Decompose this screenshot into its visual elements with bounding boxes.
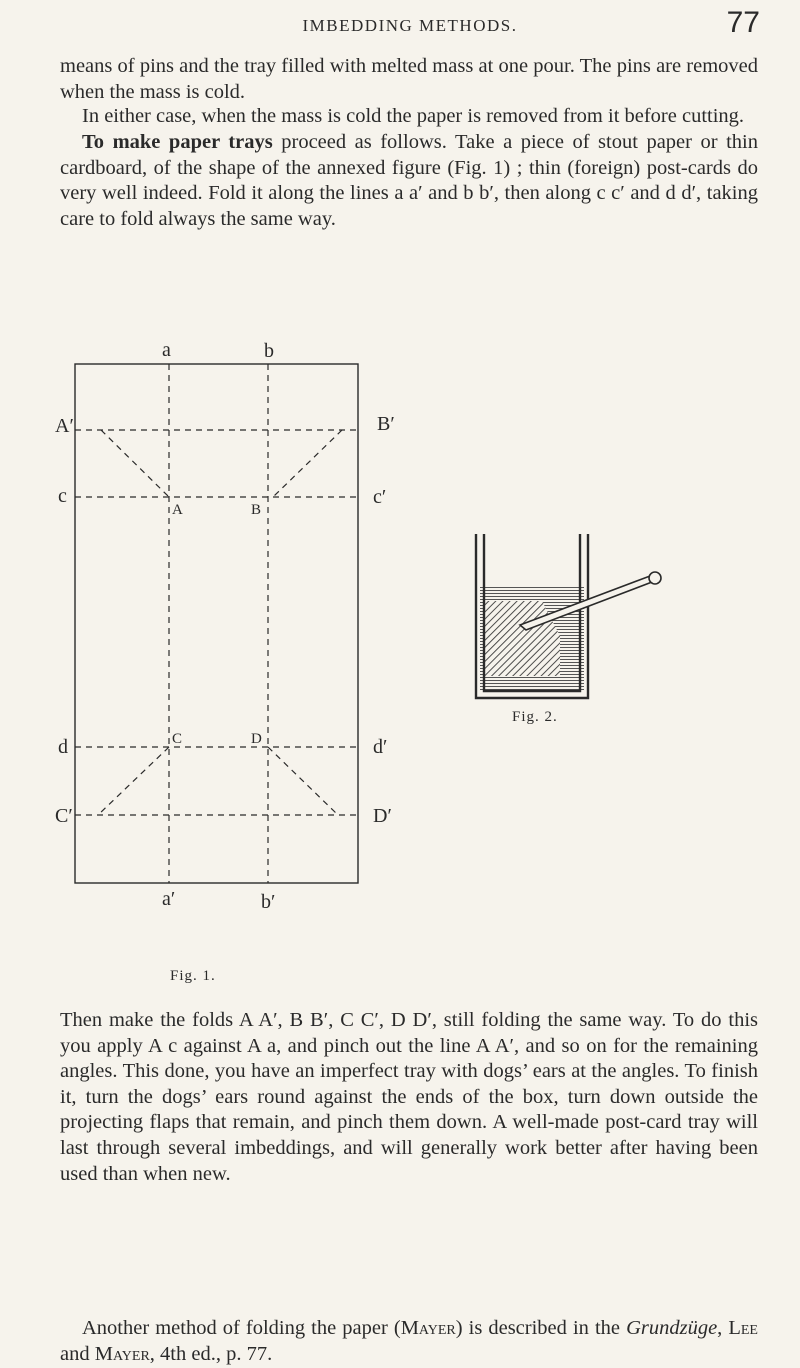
fig1-label-C: C: [172, 731, 183, 747]
author-lee: Lee: [728, 1317, 758, 1339]
author-mayer-2: Mayer: [94, 1342, 150, 1365]
book-title: Grundzüge: [626, 1317, 718, 1339]
fig1-label-c: c: [58, 485, 67, 507]
fig1-label-D-prime: D′: [373, 805, 392, 827]
figure-2-caption: Fig. 2.: [512, 709, 558, 725]
fig1-label-c-prime: c′: [373, 486, 387, 508]
fig1-diag-br: [268, 747, 338, 815]
bold-term: To make paper trays: [82, 131, 273, 153]
fig1-label-A: A: [172, 502, 183, 518]
p5-text-d: and: [60, 1342, 95, 1365]
figure-2-tray-with-pin: [450, 526, 790, 706]
paragraph-paper-trays-text: proceed as follows. Take a piece of stout paper or thin cardboard, of the shape of the annexed figure (Fig. 1) ; thin (foreign) post-cards do very well indeed. Fold it along the lines a a′ and b b′, then along c c′ and d d′, taking care to fold always the same way.: [60, 131, 758, 230]
fig2-pin-head: [649, 572, 661, 584]
fig1-label-a-prime: a′: [162, 888, 176, 910]
paragraph-another-method: [60, 1316, 758, 1367]
fig1-label-C-prime: C′: [55, 805, 73, 827]
fig1-label-b-prime: b′: [261, 891, 276, 913]
fig1-label-b: b: [264, 342, 274, 362]
author-mayer: Mayer: [400, 1317, 456, 1339]
paragraph-paper-removed: In either case, when the mass is cold the paper is removed from it before cutting.: [82, 105, 745, 127]
p5-text-c: ,: [717, 1317, 729, 1339]
running-head: IMBEDDING METHODS.: [302, 16, 518, 35]
figure-1-tray-diagram: [55, 342, 395, 962]
fig1-label-B-prime: B′: [377, 413, 395, 435]
fig1-label-A-prime: A′: [55, 415, 74, 437]
paragraph-pins: means of pins and the tray filled with melted mass at one pour. The pins are removed when the mass is cold.: [60, 55, 758, 103]
fig1-diag-tr: [273, 430, 342, 497]
p5-text-e: , 4th ed., p. 77.: [149, 1342, 273, 1365]
page-number: 77: [726, 6, 760, 39]
fig1-outline: [75, 364, 358, 883]
fig1-label-d: d: [58, 736, 68, 758]
paragraph-folds: Then make the folds A A′, B B′, C C′, D D′, still folding the same way. To do this you apply A c against A a, and pinch out the line A A′, and so on for the remaining angles. This done, you have an imperfect tray with dogs’ ears at the angles. To finish it, turn the dogs’ ears round against the ends of the box, turn down outside the projecting flaps that remain, and pinch them down. A well-made post-card tray will last through several imbeddings, and will generally work better after having been used than when new.: [60, 1009, 758, 1185]
p5-text-a: Another method of folding the paper (: [82, 1317, 401, 1339]
page-header: [60, 6, 760, 46]
fig1-label-d-prime: d′: [373, 736, 388, 758]
fig1-diag-tl: [101, 430, 169, 497]
fig1-diag-bl: [98, 747, 169, 815]
fig1-label-D: D: [251, 731, 262, 747]
fig1-label-B: B: [251, 502, 262, 518]
fig1-label-a: a: [162, 342, 171, 361]
p5-text-b: ) is described in the: [455, 1317, 627, 1339]
paragraph-paper-trays: [60, 130, 758, 232]
figure-1-caption: Fig. 1.: [170, 968, 216, 984]
